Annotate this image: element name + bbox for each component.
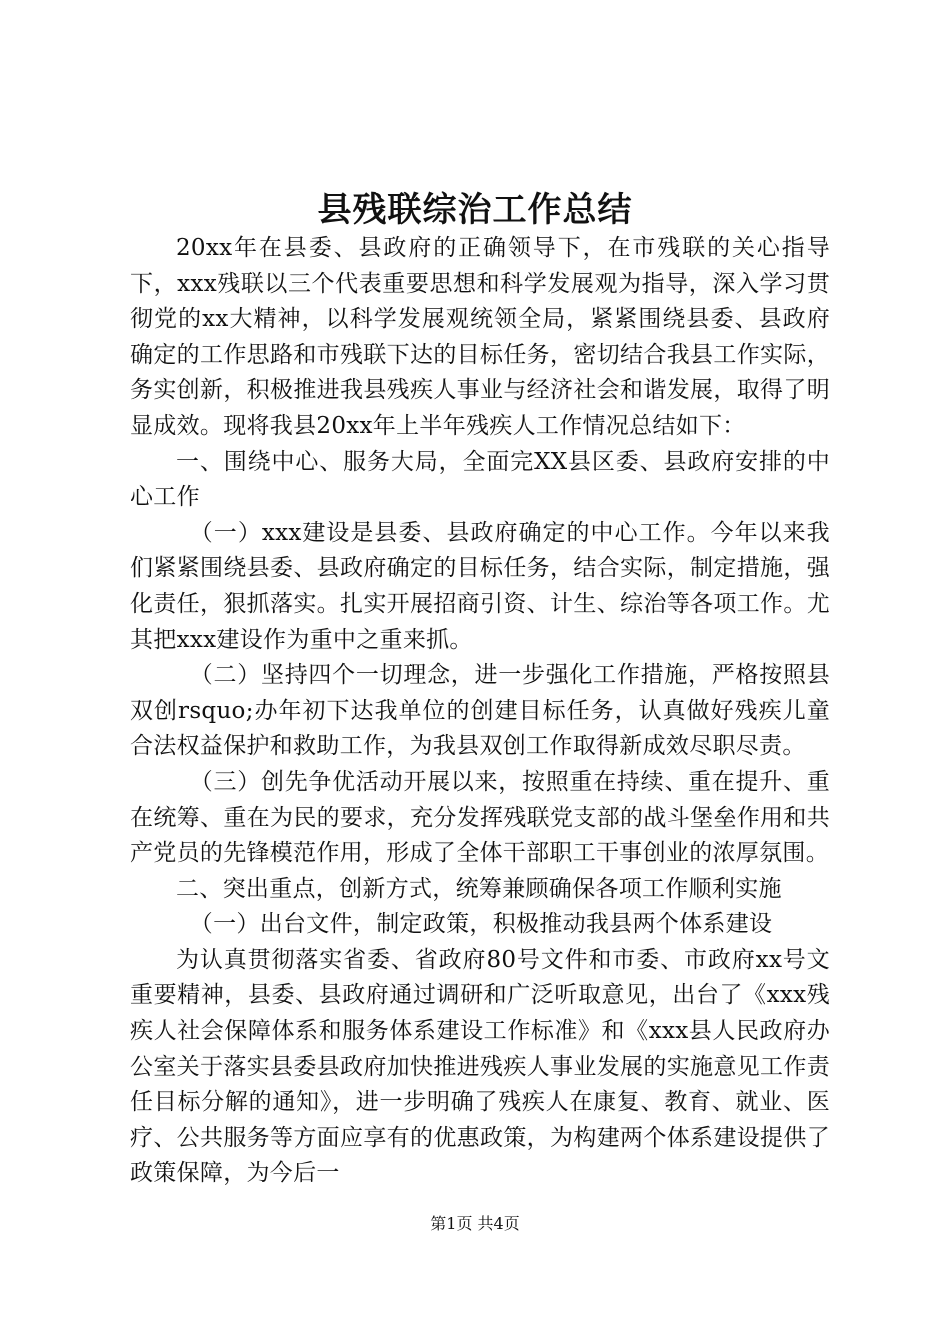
document-body — [130, 231, 830, 1192]
paragraph-1-1: （一）xxx建设是县委、县政府确定的中心工作。今年以来我们紧紧围绕县委、县政府确定的目标任务，结合实际，制定措施，强化责任，狠抓落实。扎实开展招商引资、计生、综治等各项工作。尤其把xxx建设作为重中之重来抓。 — [130, 519, 830, 653]
paragraph-1-3: （三）创先争优活动开展以来，按照重在持续、重在提升、重在统筹、重在为民的要求，充分发挥残联党支部的战斗堡垒作用和共产党员的先锋模范作用，形成了全体干部职工干事创业的浓厚氛围。 — [130, 768, 830, 867]
heading-section-2: 二、突出重点，创新方式，统筹兼顾确保各项工作顺利实施 — [176, 875, 782, 902]
heading-section-1: 一、围绕中心、服务大局，全面完XX县区委、县政府安排的中心工作 — [130, 448, 830, 511]
paragraph-intro: 20xx年在县委、县政府的正确领导下，在市残联的关心指导下，xxx残联以三个代表重要思想和科学发展观为指导，深入学习贯彻党的xx大精神，以科学发展观统领全局，紧紧围绕县委、县政府确定的工作思路和市残联下达的目标任务，密切结合我县工作实际，务实创新，积极推进我县残疾人事业与经济社会和谐发展，取得了明显成效。现将我县20xx年上半年残疾人工作情况总结如下： — [130, 235, 830, 439]
heading-section-2-1: （一）出台文件，制定政策，积极推动我县两个体系建设 — [189, 911, 773, 938]
paragraph-1-2: （二）坚持四个一切理念，进一步强化工作措施，严格按照县双创rsquo;办年初下达我单位的创建目标任务，认真做好残疾儿童合法权益保护和救助工作，为我县双创工作取得新成效尽职尽责。 — [130, 662, 830, 760]
paragraph-2-1: 为认真贯彻落实省委、省政府80号文件和市委、市政府xx号文重要精神，县委、县政府通过调研和广泛听取意见，出台了《xxx残疾人社会保障体系和服务体系建设工作标准》和《xxx县人民政府办公室关于落实县委县政府加快推进残疾人事业发展的实施意见工作责任目标分解的通知》，进一步明确了残疾人在康复、教育、就业、医疗、公共服务等方面应享有的优惠政策，为构建两个体系建设提供了政策保障，为今后一 — [130, 946, 830, 1187]
page-footer: 第1页 共4页 — [430, 1214, 520, 1233]
document-title: 县残联综治工作总结 — [317, 190, 633, 230]
